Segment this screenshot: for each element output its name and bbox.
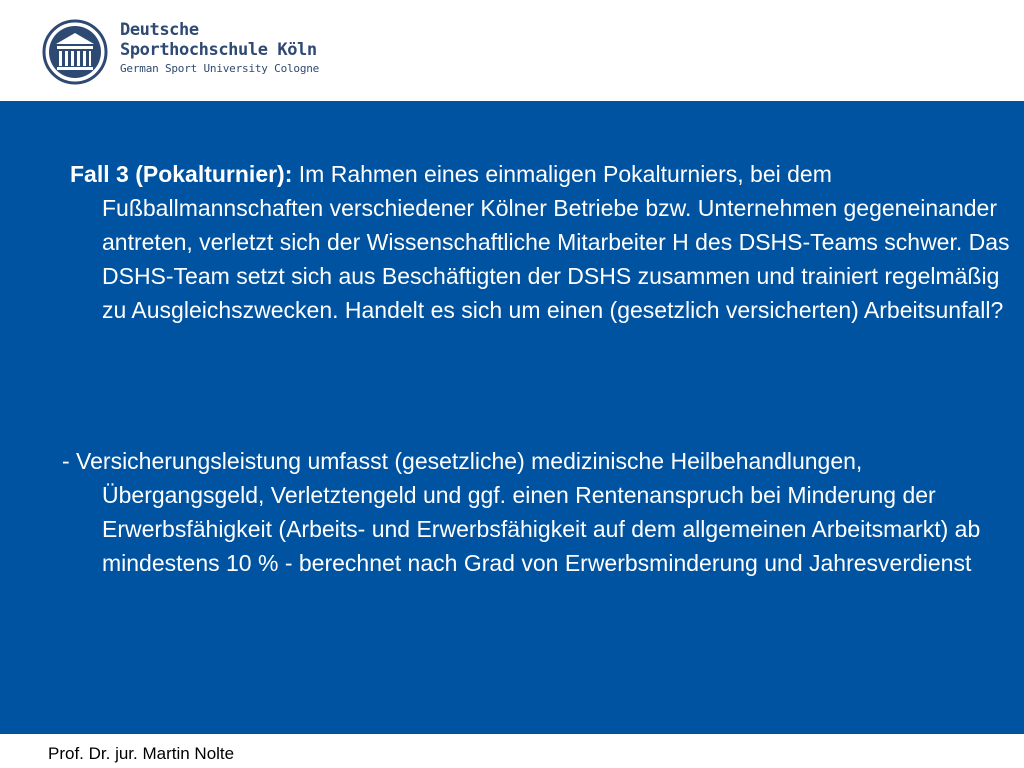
case-paragraph [70,157,1012,327]
logo-wordmark [120,20,319,77]
answer-paragraph: - Versicherungsleistung umfasst (gesetzliche) medizinische Heilbehandlungen, Übergangsgeld, Verletztengeld und ggf. einen Rentenanspruch bei Minderung der Erwerbsfähigkeit (Arbeits- und Erwerbsfähigkeit auf dem allgemeinen Arbeitsmarkt) ab mindestens 10 % - berechnet nach Grad von Erwerbsminderung und Jahresverdienst [62,448,981,576]
logo-line-2: Sporthochschule Köln [120,40,317,60]
header [0,0,1024,101]
case-label: Fall 3 (Pokalturnier): [70,161,293,187]
logo-line-3: German Sport University Cologne [120,62,320,75]
university-building-icon [42,19,108,85]
logo-line-1: Deutsche [120,20,199,40]
case-text: Im Rahmen eines einmaligen Pokalturniers, bei dem Fußballmannschaften verschiedener Kölner Betriebe bzw. Unternehmen gegeneinander antreten, verletzt sich der Wissenschaftliche Mitarbeiter H des DSHS-Teams schwer. Das DSHS-Team setzt sich aus Beschäftigten der DSHS zusammen und trainiert regelmäßig zu Ausgleichszwecken. Handelt es sich um einen (gesetzlich versicherten) Arbeitsunfall? [102,161,1010,323]
slide-content [0,101,1024,734]
footer-author: Prof. Dr. jur. Martin Nolte [48,744,235,763]
